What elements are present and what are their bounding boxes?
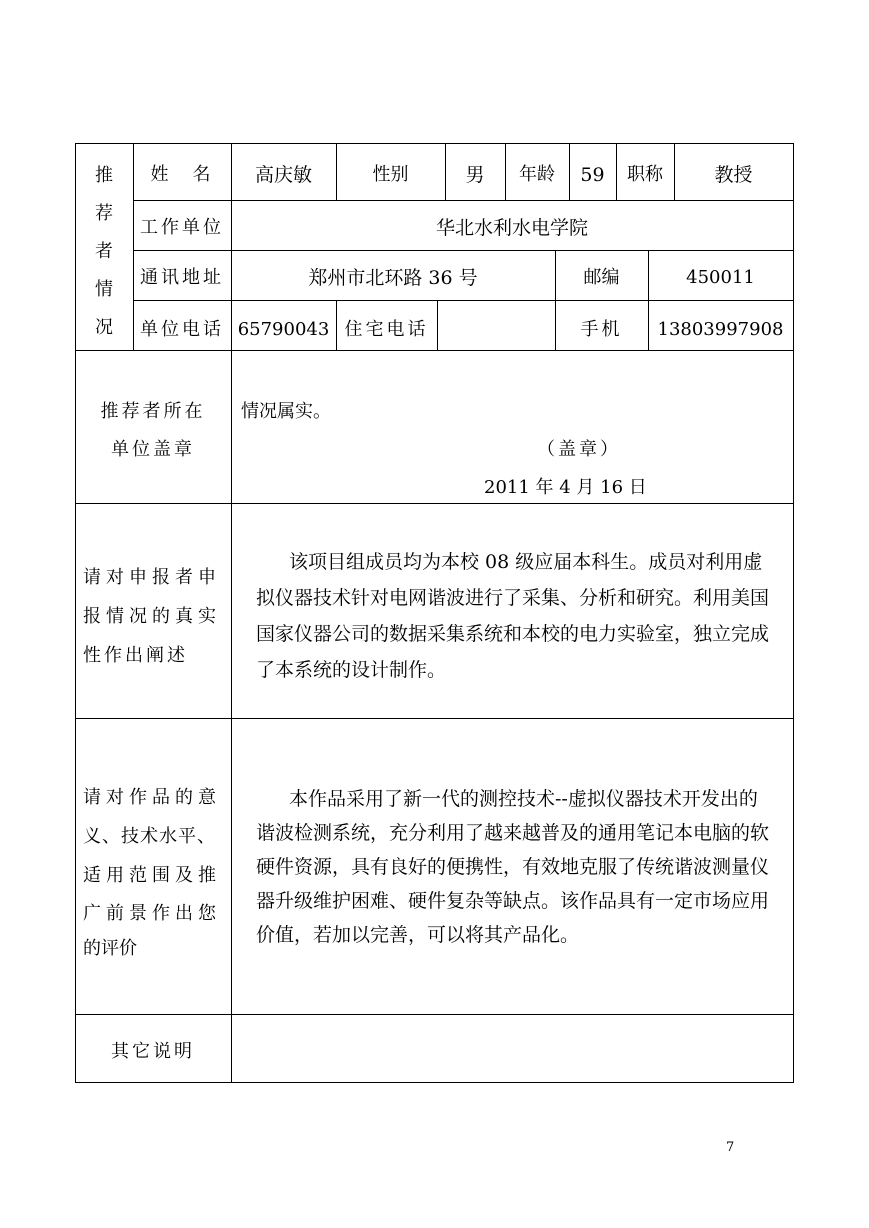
row-divider	[75, 718, 794, 719]
section-label-char: 况	[95, 317, 113, 338]
authenticity-label-line: 请对申报者申	[83, 567, 221, 588]
evaluation-text: 本作品采用了新一代的测控技术--虚拟仪器技术开发出的谐波检测系统，充分利用了越来越普及的通用笔记本电脑的软硬件资源，具有良好的便携性，有效地克服了传统谐波测量仪器升级维护困难、硬件复杂等缺点。该作品具有一定市场应用价值，若加以完善，可以将其产品化。	[256, 788, 770, 946]
office-phone-value: 65790043	[237, 319, 330, 340]
evaluation-label-line: 义、技术水平、	[83, 826, 216, 847]
row-divider	[133, 300, 794, 301]
seal-statement: 情况属实。	[241, 401, 331, 422]
authenticity-label-line: 报情况的真实	[83, 606, 221, 627]
section-label-char: 情	[95, 279, 113, 300]
row-divider	[133, 200, 794, 201]
address-value: 郑州市北环路 36 号	[308, 267, 478, 289]
page-number: 7	[726, 1140, 735, 1155]
section-label-char: 者	[95, 241, 113, 262]
col-divider	[437, 300, 438, 351]
work-unit-label: 工作单位	[140, 217, 224, 238]
evaluation-label-line: 请对作品的意	[83, 787, 221, 808]
seal-label-line1: 推荐者所在	[100, 401, 206, 422]
evaluation-label-line: 广前景作出您	[83, 903, 221, 924]
title-label: 职称	[627, 164, 663, 185]
seal-stamp: （盖章）	[537, 439, 621, 460]
evaluation-label-line: 适用范围及推	[83, 865, 221, 886]
address-label: 通讯地址	[140, 267, 224, 288]
mobile-value: 13803997908	[657, 319, 784, 340]
home-phone-label: 住宅电话	[344, 319, 429, 340]
table-border-top	[75, 143, 794, 144]
seal-date: 2011 年 4 月 16 日	[484, 477, 647, 498]
mobile-label: 手机	[580, 319, 623, 340]
row-divider	[75, 350, 794, 351]
evaluation-label-line: 的评价	[83, 938, 137, 959]
seal-label-line2: 单位盖章	[111, 439, 195, 460]
age-label: 年龄	[519, 164, 555, 185]
row-divider	[133, 250, 794, 251]
authenticity-label-line: 性作出阐述	[83, 645, 188, 666]
table-border-right	[793, 143, 794, 1083]
postcode-label: 邮编	[583, 267, 620, 288]
name-label: 姓 名	[150, 164, 214, 185]
other-label: 其它说明	[111, 1041, 195, 1062]
section-label-char: 推	[95, 165, 113, 186]
postcode-value: 450011	[686, 267, 755, 288]
gender-label: 性别	[372, 164, 409, 185]
office-phone-label: 单位电话	[140, 319, 224, 340]
authenticity-text: 该项目组成员均为本校 08 级应届本科生。成员对利用虚拟仪器技术针对电网谐波进行了采集、分析和研究。利用美国国家仪器公司的数据采集系统和本校的电力实验室，独立完成了本系统的设计制作。	[256, 551, 770, 681]
name-value: 高庆敏	[254, 164, 312, 186]
title-value: 教授	[714, 164, 753, 186]
table-border-bottom	[75, 1082, 794, 1083]
row-divider	[75, 1014, 794, 1015]
row-divider	[75, 503, 794, 504]
age-value: 59	[580, 164, 605, 186]
section-label-char: 荐	[95, 203, 113, 224]
work-unit-value: 华北水利水电学院	[435, 217, 588, 239]
gender-value: 男	[465, 164, 485, 186]
